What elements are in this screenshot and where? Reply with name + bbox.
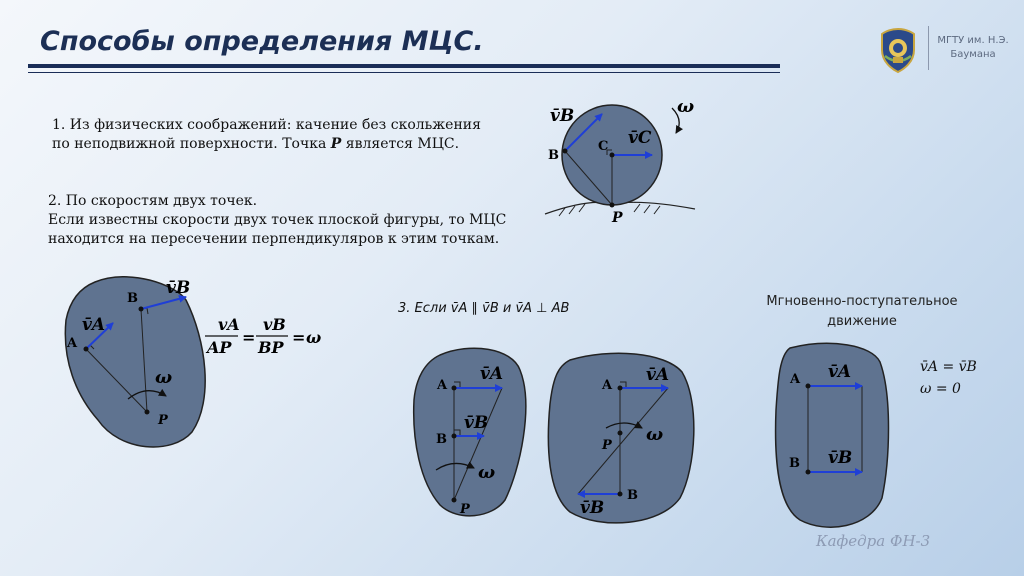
translational-equations: [920, 356, 977, 400]
parallel-opposite-direction-diagram: [548, 353, 694, 523]
omega-label: ω: [646, 424, 664, 445]
omega-label: ω: [155, 367, 173, 388]
v-a-label: v̄A: [828, 362, 852, 382]
page-title: Способы определения МЦС.: [40, 26, 484, 57]
two-velocities-diagram: [65, 277, 205, 447]
rolling-disc-diagram: [545, 96, 695, 226]
formula-den-2: BP: [258, 338, 284, 357]
caption-line-1: Мгновенно-поступательное: [766, 294, 958, 309]
method-1-line-1: 1. Из физических соображений: качение без скольжения: [52, 117, 481, 133]
point-b-label: B: [127, 291, 138, 306]
method-3-label: 3. Если v̄A ∥ v̄B и v̄A ⊥ AB: [398, 301, 570, 316]
point-a-label: A: [790, 372, 801, 387]
formula-eq-2: =: [292, 328, 306, 347]
point-a-label: A: [437, 378, 448, 393]
omega-label: ω: [677, 96, 695, 117]
formula-omega: ω: [306, 328, 322, 347]
method-2-line-3: находится на пересечении перпендикуляров к этим точкам.: [48, 231, 500, 247]
equation-velocities: v̄A = v̄B: [920, 359, 977, 375]
v-b-label: v̄B: [580, 498, 605, 518]
omega-label: ω: [478, 462, 496, 483]
v-c-label: v̄C: [628, 128, 652, 148]
v-a-label: v̄A: [82, 315, 106, 335]
v-b-label: v̄B: [828, 448, 853, 468]
method-2-line-2: Если известны скорости двух точек плоской фигуры, то МЦС: [48, 212, 507, 228]
point-b-label: B: [548, 148, 559, 163]
institution-line-1: МГТУ им. Н.Э.: [937, 35, 1009, 46]
ratio-formula: [205, 315, 321, 357]
method-2-line-1: 2. По скоростям двух точек.: [48, 193, 258, 209]
point-p-label: P: [612, 210, 623, 226]
point-p-label: P: [460, 502, 470, 517]
v-b-label: v̄B: [166, 278, 191, 298]
formula-den-1: AP: [207, 338, 232, 357]
formula-eq-1: =: [242, 328, 256, 347]
v-a-label: v̄A: [646, 365, 670, 385]
formula-num-2: vB: [263, 315, 286, 334]
translational-motion-diagram: [776, 343, 889, 527]
point-a-label: A: [602, 378, 613, 393]
translational-caption: [752, 292, 972, 332]
v-b-label: v̄B: [550, 106, 575, 126]
equation-omega: ω = 0: [920, 381, 961, 397]
department-footer: Кафедра ФН-3: [816, 532, 931, 550]
caption-line-2: движение: [827, 314, 897, 329]
rigid-body-shape: [548, 353, 694, 523]
point-b-label: B: [789, 456, 800, 471]
point-b-label: B: [436, 432, 447, 447]
method-1-line-2-end: является МЦС.: [341, 136, 460, 152]
point-p-label: P: [158, 413, 168, 428]
institution-line-2: Баумана: [950, 49, 996, 60]
v-b-label: v̄B: [464, 413, 489, 433]
point-c-label: C: [598, 139, 609, 154]
parallel-same-direction-diagram: [414, 348, 526, 517]
formula-num-1: vA: [218, 315, 240, 334]
v-a-label: v̄A: [480, 364, 504, 384]
method-1-point: P: [330, 136, 342, 152]
method-1-line-2-start: по неподвижной поверхности. Точка: [52, 136, 331, 152]
point-b-label: B: [627, 488, 638, 503]
point-a-label: A: [67, 336, 78, 351]
point-p-label: P: [602, 438, 612, 453]
